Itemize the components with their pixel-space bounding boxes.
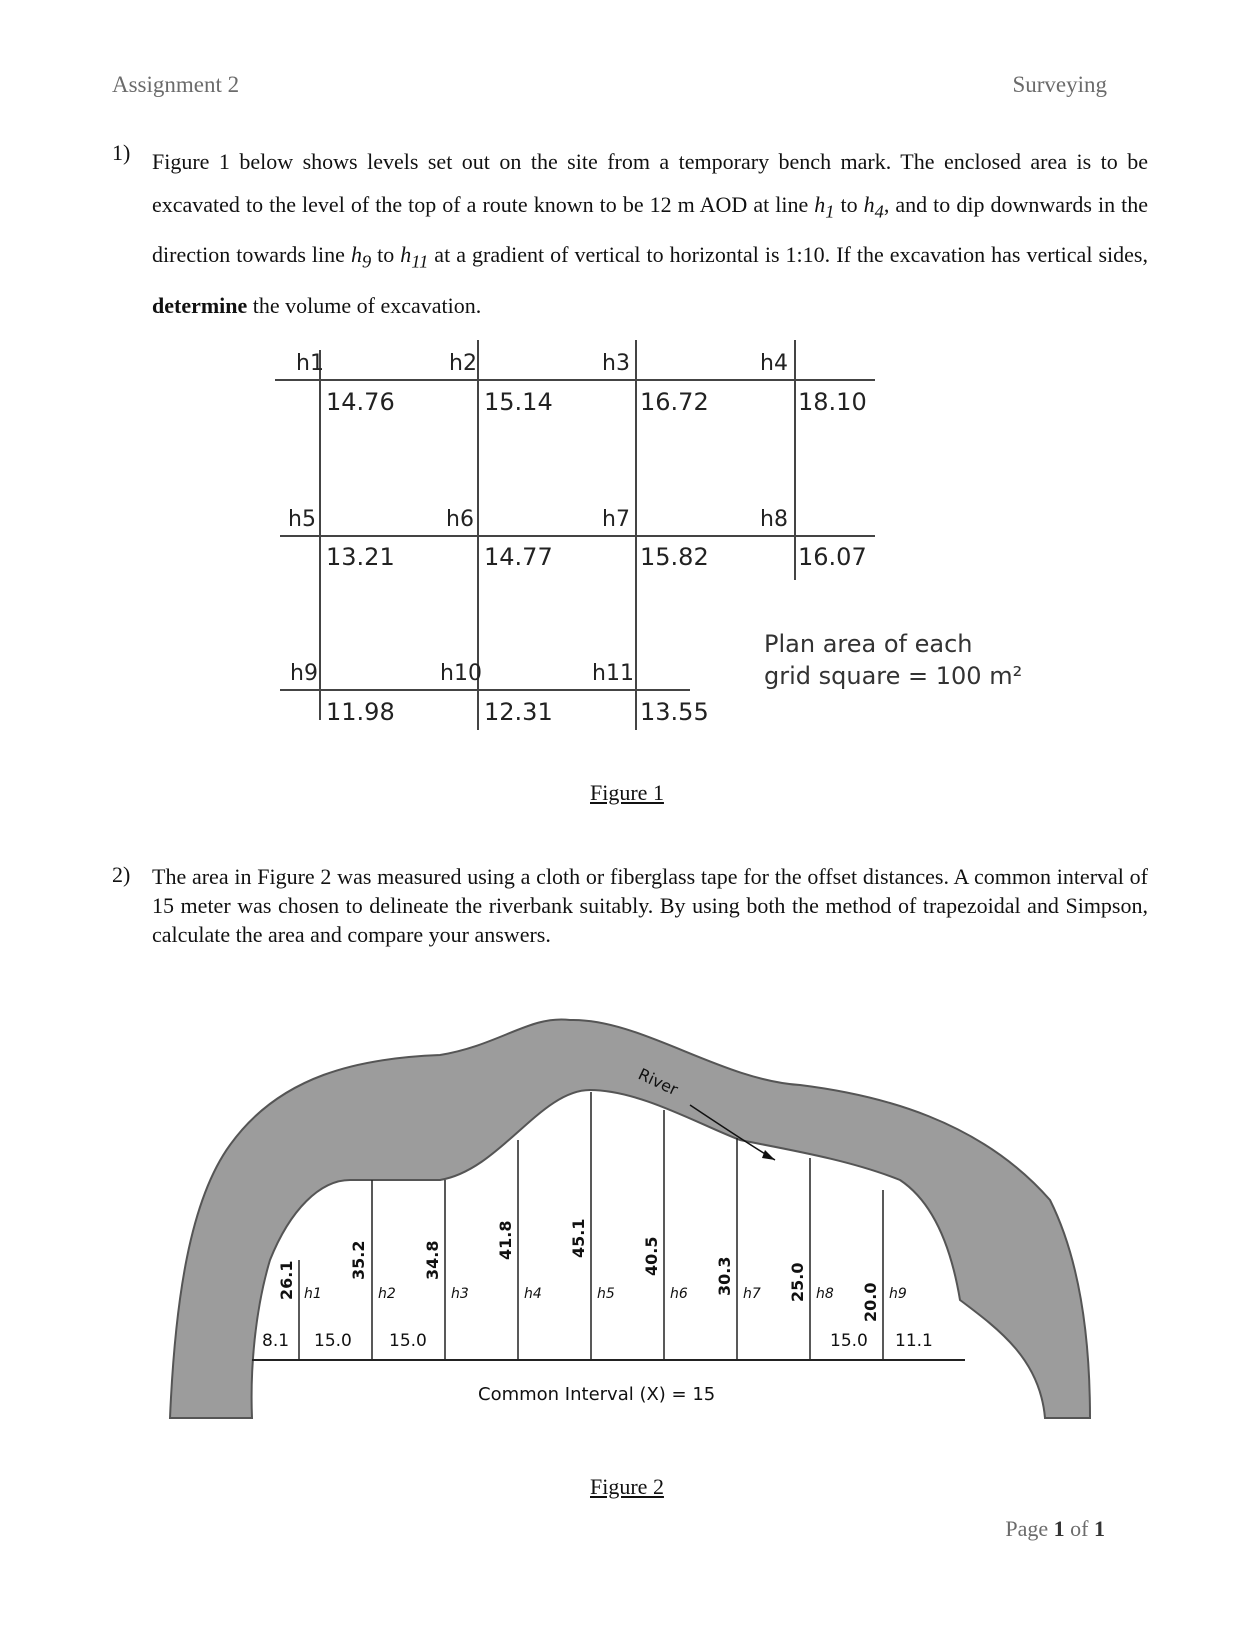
offset-value: 41.8 xyxy=(496,1220,515,1260)
offset-label: h4 xyxy=(524,1286,542,1302)
level-h9: 11.98 xyxy=(326,698,395,726)
figure2-caption: Figure 2 xyxy=(590,1474,664,1499)
offset-value: 34.8 xyxy=(423,1240,442,1280)
label-h9: h9 xyxy=(290,661,318,686)
level-h8: 16.07 xyxy=(798,543,867,571)
figure1-caption: Figure 1 xyxy=(590,780,664,805)
offset-value: 25.0 xyxy=(788,1262,807,1302)
label-h11: h11 xyxy=(592,661,634,686)
label-h1: h1 xyxy=(296,351,324,376)
level-h5: 13.21 xyxy=(326,543,395,571)
header-right: Surveying xyxy=(1012,72,1107,97)
offset-label: h6 xyxy=(670,1286,688,1302)
header-left: Assignment 2 xyxy=(112,72,240,97)
interval-value: 15.0 xyxy=(389,1331,427,1351)
label-h8: h8 xyxy=(760,507,788,532)
interval-value: 8.1 xyxy=(262,1331,290,1351)
level-h10: 12.31 xyxy=(484,698,553,726)
q1-text: Figure 1 below shows levels set out on the site from a temporary bench mark. The enclosed area is to be excavated to the level of the top of a route known to be 12 m AOD at line $h_1$ to $h_4$, and to dip downwards in the direction towards line $h_9$ to $h_{11}$ at a gradient of vertical to horizontal is 1:10. If the excavation has vertical sides, determine the volume of excavation. xyxy=(152,149,1148,318)
interval-value: 15.0 xyxy=(830,1331,868,1351)
page-number: Page 1 of 1 xyxy=(1005,1516,1105,1541)
level-h1: 14.76 xyxy=(326,388,395,416)
q2-number: 2) xyxy=(112,862,131,887)
offset-label: h9 xyxy=(889,1286,907,1302)
q1-number: 1) xyxy=(112,140,131,165)
interval-value: 11.1 xyxy=(895,1331,933,1351)
level-h7: 15.82 xyxy=(640,543,709,571)
offset-label: h5 xyxy=(597,1286,615,1302)
level-h2: 15.14 xyxy=(484,388,553,416)
label-h10: h10 xyxy=(440,661,482,686)
level-h11: 13.55 xyxy=(640,698,709,726)
common-interval-label: Common Interval (X) = 15 xyxy=(478,1384,716,1405)
offset-label: h8 xyxy=(816,1286,834,1302)
label-h4: h4 xyxy=(760,351,788,376)
offset-label: h1 xyxy=(304,1286,322,1302)
q2-text: The area in Figure 2 was measured using a cloth or fiberglass tape for the offset distances. A common interval of 15 meter was chosen to delineate the riverbank suitably. By using both the method of trapezoidal and Simpson, calculate the area and compare your answers. xyxy=(152,864,1148,947)
label-h6: h6 xyxy=(446,507,474,532)
offset-label: h2 xyxy=(378,1286,396,1302)
offset-value: 35.2 xyxy=(349,1240,368,1280)
river-band xyxy=(170,1019,1090,1418)
offset-value: 26.1 xyxy=(277,1260,296,1300)
plan-area-note-line2: grid square = 100 m² xyxy=(764,662,1023,690)
offset-label: h3 xyxy=(451,1286,469,1302)
river-label: River xyxy=(635,1064,681,1100)
level-h4: 18.10 xyxy=(798,388,867,416)
interval-value: 15.0 xyxy=(314,1331,352,1351)
level-h3: 16.72 xyxy=(640,388,709,416)
level-h6: 14.77 xyxy=(484,543,553,571)
label-h5: h5 xyxy=(288,507,316,532)
offset-label: h7 xyxy=(743,1286,761,1302)
label-h3: h3 xyxy=(602,351,630,376)
offset-value: 30.3 xyxy=(715,1256,734,1296)
label-h7: h7 xyxy=(602,507,630,532)
offset-value: 20.0 xyxy=(861,1282,880,1322)
flow-arrow-head xyxy=(762,1150,775,1160)
offset-value: 45.1 xyxy=(569,1218,588,1258)
plan-area-note-line1: Plan area of each xyxy=(764,630,973,658)
offset-value: 40.5 xyxy=(642,1236,661,1276)
label-h2: h2 xyxy=(449,351,477,376)
